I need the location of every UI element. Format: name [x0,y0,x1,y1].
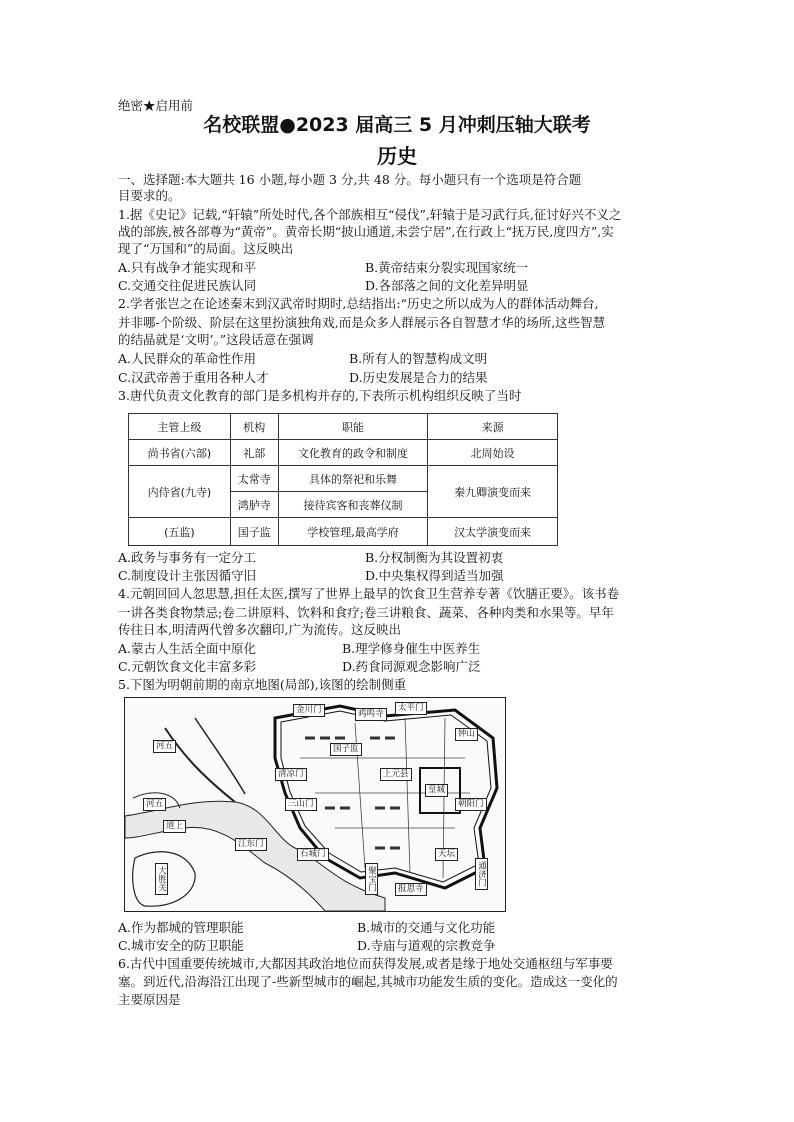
table-cell: 具体的祭祀和乐舞 [278,466,428,492]
table-cell: 接待宾客和丧葬仪制 [278,492,428,518]
table-cell: 太常寺 [230,466,278,492]
table-cell: 内侍省(九寺) [129,466,231,518]
map-label: 河五 [153,740,176,753]
map-label: 上元县 [380,768,412,781]
q3-stem: 3.唐代负责文化教育的部门是多机构并存的,下表所示机构组织反映了当时 [118,388,522,403]
q1-option-c: C.交通交往促进民族认同 [118,278,257,293]
map-label: 石城门 [297,848,329,861]
q4-option-d: D.药食同源观念影响广泛 [342,659,481,674]
map-label: 清凉门 [275,768,307,781]
q6-stem-line-2: 塞。到近代,沿海沿江出现了-些新型城市的崛起,其城市功能发生质的变化。造成这一变化的 [118,974,618,989]
map-label: 国子监 [330,743,362,756]
table-cell: 文化教育的政令和制度 [278,440,428,466]
table-cell: 北周始设 [428,440,558,466]
map-label: 道上 [163,820,186,833]
subject-title: 历史 [377,144,417,168]
map-label: 报恩寺 [395,883,427,896]
table-cell: 国子监 [230,518,278,546]
q2-stem-line-1: 2.学者张岂之在论述秦末到汉武帝时期时,总结指出:“历史之所以成为人的群体活动舞台, [118,296,599,311]
q4-stem-line-3: 传往日本,明清两代曾多次翻印,广为流传。这反映出 [118,622,401,637]
map-label: 聚宝门 [365,863,378,895]
map-label: 通济门 [475,858,488,890]
section-instructions-line-1: 一、选择题:本大题共 16 小题,每小题 3 分,共 48 分。每小题只有一个选项是符合题 [118,172,582,187]
q4-option-c: C.元朝饮食文化丰富多彩 [118,659,257,674]
map-label: 大胜关 [155,863,168,895]
q1-option-a: A.只有战争才能实现和平 [118,260,257,275]
table-cell: 秦九卿演变而来 [428,466,558,518]
q1-option-d: D.各部落之间的文化差异明显 [365,278,529,293]
q4-option-a: A.蒙古人生活全面中原化 [118,641,257,656]
section-instructions-line-2: 目要求的。 [118,188,181,203]
table-cell: 鸿胪寺 [230,492,278,518]
q4-option-b: B.理学修身催生中医养生 [342,641,481,656]
institution-table [128,413,558,546]
q5-option-a: A.作为都城的管理职能 [118,920,244,935]
map-label: 朝阳门 [455,798,487,811]
table-header: 主管上级 [129,414,231,440]
table-row [129,466,558,492]
map-label: 三山门 [285,798,317,811]
q5-stem: 5.下图为明朝前期的南京地图(局部),该图的绘制侧重 [118,677,407,692]
exam-title: 名校联盟●2023 届高三 5 月冲刺压轴大联考 [203,114,591,136]
map-label: 金川门 [293,704,325,717]
table-row [129,440,558,466]
table-cell: (五监) [129,518,231,546]
q2-option-b: B.所有人的智慧构成文明 [349,351,488,366]
table-header: 机构 [230,414,278,440]
q2-option-d: D.历史发展是合力的结果 [349,370,488,385]
table-cell: 汉太学演变而来 [428,518,558,546]
q3-option-c: C.制度设计主张因循守旧 [118,568,257,583]
q6-stem-line-3: 主要原因是 [118,992,181,1007]
table-header: 来源 [428,414,558,440]
table-cell: 学校管理,最高学府 [278,518,428,546]
q5-option-d: D.寺庙与道观的宗教竞争 [357,938,496,953]
q2-option-c: C.汉武帝善于重用各种人才 [118,370,269,385]
confidential-label: 绝密★启用前 [118,98,194,113]
q2-stem-line-3: 的结晶就是‘文明’。”这段话意在强调 [118,332,314,347]
map-label: 皇城 [425,784,448,797]
map-label: 河五 [143,798,166,811]
map-label: 鸡鸣寺 [355,708,387,721]
q5-option-b: B.城市的交通与文化功能 [357,920,496,935]
table-cell: 礼部 [230,440,278,466]
q5-option-c: C.城市安全的防卫职能 [118,938,244,953]
q4-stem-line-1: 4.元朝回回人忽思慧,担任太医,撰写了世界上最早的饮食卫生营养专著《饮膳正要》。该书卷 [118,586,620,601]
table-header: 职能 [278,414,428,440]
q2-stem-line-2: 并非哪-个阶级、阶层在这里扮演独角戏,而是众多人群展示各自智慧才华的场所,这些智慧 [118,315,606,330]
nanjing-map [124,697,506,912]
q3-option-a: A.政务与事务有一定分工 [118,550,257,565]
table-cell: 尚书省(六部) [129,440,231,466]
q3-option-d: D.中央集权得到适当加强 [365,568,504,583]
table-row [129,518,558,546]
map-label: 江东门 [235,838,267,851]
table-header-row [129,414,558,440]
map-label: 天坛 [435,848,458,861]
q4-stem-line-2: 一讲各类食物禁忌;卷二讲原料、饮料和食疗;卷三讲粮食、蔬菜、各种肉类和水果等。早年 [118,605,614,620]
map-label: 太平门 [395,702,427,715]
q6-stem-line-1: 6.古代中国重要传统城市,大都因其政治地位而获得发展,或者是缘于地处交通枢纽与军事要 [118,956,613,971]
map-label: 钟山 [455,728,478,741]
q3-option-b: B.分权制衡为其设置初衷 [365,550,504,565]
q1-stem-line-2: 战的部族,被各部尊为“黄帝”。黄帝长期“披山通道,未尝宁居”,在行政上“抚万民,度四方”,实 [118,224,614,239]
q1-stem-line-3: 现了“万国和”的局面。这反映出 [118,241,294,256]
q2-option-a: A.人民群众的革命性作用 [118,351,257,366]
q1-stem-line-1: 1.据《史记》记载,“轩辕”所处时代,各个部族相互“侵伐”,轩辕于是习武行兵,征讨好兴不义之 [118,207,622,222]
q1-option-b: B.黄帝结束分裂实现国家统一 [365,260,529,275]
